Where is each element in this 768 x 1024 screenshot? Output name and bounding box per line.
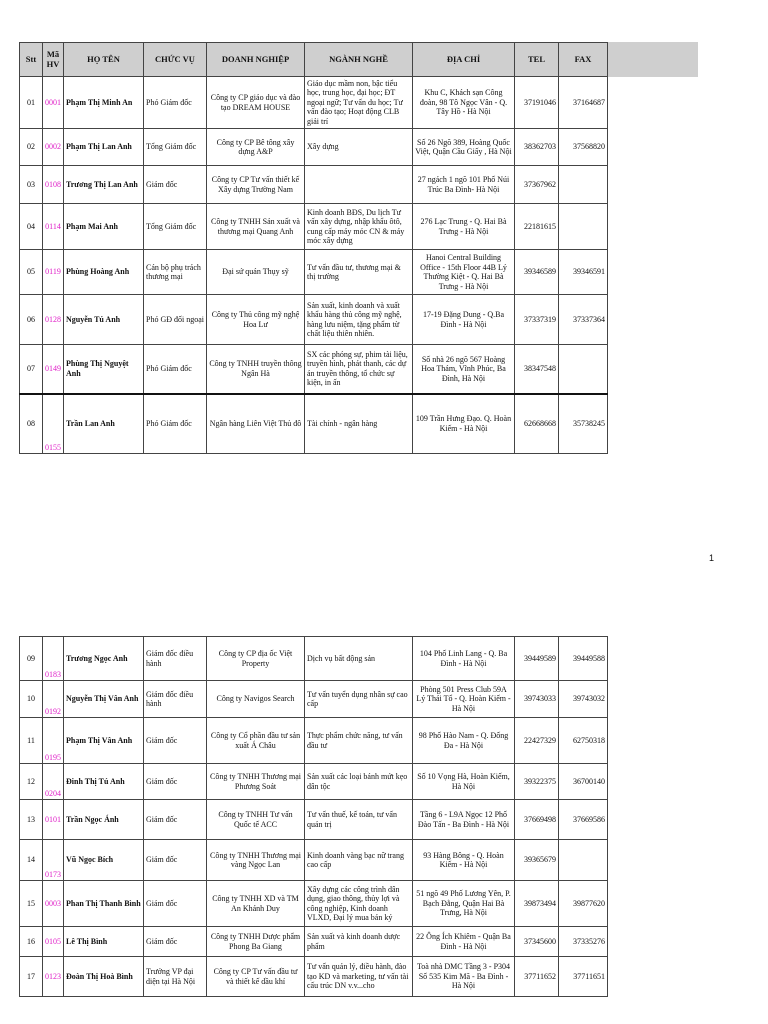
row-ma-hv: 0003: [43, 881, 64, 927]
row-address: Hanoi Central Building Office - 15th Floor 44B Lý Thường Kiệt - Q. Hai Bà Trưng - Hà Nội: [413, 250, 515, 295]
row-title: Giám đốc: [144, 800, 207, 840]
row-industry: Xây dựng: [305, 129, 413, 166]
row-filler: [608, 166, 698, 204]
row-ma-hv: 0195: [43, 718, 64, 764]
row-fax: [559, 345, 608, 394]
row-ma-hv: 0128: [43, 295, 64, 345]
row-tel: 39322375: [515, 764, 559, 800]
table-row: [20, 129, 698, 166]
row-fax: [559, 840, 608, 881]
table-row: [20, 800, 608, 840]
row-industry: [305, 166, 413, 204]
table-row: [20, 881, 608, 927]
row-fax: 62750318: [559, 718, 608, 764]
page-number: 1: [709, 553, 715, 563]
row-fax: 37337364: [559, 295, 608, 345]
header-stt: Stt: [20, 43, 43, 77]
row-industry: Sản xuất, kinh doanh và xuất khẩu hàng thủ công mỹ nghệ, hàng lưu niệm, tặng phẩm từ chất liệu thiên nhiên.: [305, 295, 413, 345]
header-doanh-nghiep: DOANH NGHIỆP: [207, 43, 305, 77]
row-title: Phó Giám đốc: [144, 77, 207, 129]
row-ma-hv: 0173: [43, 840, 64, 881]
row-ma-hv: 0114: [43, 204, 64, 250]
row-company: Công ty Cổ phần đầu tư sản xuất Á Châu: [207, 718, 305, 764]
row-name: Trương Thị Lan Anh: [64, 166, 144, 204]
row-ma-hv: 0108: [43, 166, 64, 204]
row-ma-hv: 0123: [43, 957, 64, 997]
row-industry: Giáo dục mầm non, bậc tiểu học, trung học, đại học; ĐT ngoại ngữ; Tư vấn du học; Tư vấn đào tạo; Hoạt động CLB giải trí: [305, 77, 413, 129]
row-fax: 39449588: [559, 637, 608, 681]
row-company: Công ty TNHH XD và TM An Khánh Duy: [207, 881, 305, 927]
row-ma-hv: 0105: [43, 927, 64, 957]
row-address: 109 Trần Hưng Đạo. Q. Hoàn Kiếm - Hà Nội: [413, 394, 515, 454]
row-address: 104 Phố Linh Lang - Q. Ba Đình - Hà Nội: [413, 637, 515, 681]
row-stt: 02: [20, 129, 43, 166]
row-stt: 06: [20, 295, 43, 345]
header-tel: TEL: [515, 43, 559, 77]
row-address: 51 ngõ 49 Phố Lương Yên, P. Bạch Đằng, Quận Hai Bà Trưng, Hà Nội: [413, 881, 515, 927]
table-row: [20, 394, 698, 454]
row-filler: [608, 394, 698, 454]
row-stt: 15: [20, 881, 43, 927]
row-stt: 03: [20, 166, 43, 204]
row-address: 27 ngách 1 ngõ 101 Phố Núi Trúc Ba Đình- Hà Nội: [413, 166, 515, 204]
row-ma-hv: 0001: [43, 77, 64, 129]
row-address: 17-19 Đặng Dung - Q.Ba Đình - Hà Nội: [413, 295, 515, 345]
row-company: Công ty Navigos Search: [207, 681, 305, 718]
table-row: [20, 166, 698, 204]
table-row: [20, 927, 608, 957]
row-ma-hv: 0149: [43, 345, 64, 394]
row-tel: 39743033: [515, 681, 559, 718]
header-ma-hv: Mã HV: [43, 43, 64, 77]
table-row: [20, 840, 608, 881]
row-name: Phạm Thị Vân Anh: [64, 718, 144, 764]
member-table-page2: [19, 636, 608, 997]
row-stt: 16: [20, 927, 43, 957]
row-title: Phó Giám đốc: [144, 345, 207, 394]
row-title: Giám đốc: [144, 881, 207, 927]
row-company: Công ty CP Tư vấn thiết kế Xây dựng Trường Nam: [207, 166, 305, 204]
row-tel: 37367962: [515, 166, 559, 204]
row-company: Công ty TNHH Sản xuất và thương mại Quang Anh: [207, 204, 305, 250]
row-title: Giám đốc điều hành: [144, 681, 207, 718]
row-ma-hv: 0101: [43, 800, 64, 840]
member-table-page1: [19, 42, 698, 454]
row-address: 98 Phố Hào Nam - Q. Đống Đa - Hà Nội: [413, 718, 515, 764]
table-row: [20, 957, 608, 997]
row-company: Công ty TNHH Tư vấn Quốc tế ACC: [207, 800, 305, 840]
row-industry: Tư vấn quản lý, điều hành, đào tạo KD và marketing, tư vấn tài cấu trúc DN v.v...cho: [305, 957, 413, 997]
row-title: Tổng Giám đốc: [144, 129, 207, 166]
row-tel: 37345600: [515, 927, 559, 957]
row-title: Giám đốc: [144, 764, 207, 800]
row-name: Đinh Thị Tú Anh: [64, 764, 144, 800]
row-tel: 39873494: [515, 881, 559, 927]
row-industry: Sản xuất các loại bánh mứt kẹo dân tộc: [305, 764, 413, 800]
row-tel: 37669498: [515, 800, 559, 840]
row-industry: Kinh doanh vàng bạc nữ trang cao cấp: [305, 840, 413, 881]
row-tel: 22427329: [515, 718, 559, 764]
table-row: [20, 681, 608, 718]
row-ma-hv: 0155: [43, 394, 64, 454]
row-address: 276 Lạc Trung - Q. Hai Bà Trưng - Hà Nội: [413, 204, 515, 250]
row-name: Phạm Thị Minh An: [64, 77, 144, 129]
row-fax: 37335276: [559, 927, 608, 957]
row-address: Số 26 Ngõ 389, Hoàng Quốc Việt, Quận Cầu Giấy , Hà Nội: [413, 129, 515, 166]
row-tel: 62668668: [515, 394, 559, 454]
row-address: Khu C, Khách sạn Công đoàn, 98 Tô Ngọc Vân - Q. Tây Hồ - Hà Nội: [413, 77, 515, 129]
header-ho-ten: HỌ TÊN: [64, 43, 144, 77]
header-fax: FAX: [559, 43, 608, 77]
row-tel: 39365679: [515, 840, 559, 881]
row-stt: 04: [20, 204, 43, 250]
row-fax: [559, 204, 608, 250]
row-fax: 37568820: [559, 129, 608, 166]
header-dia-chi: ĐỊA CHỈ: [413, 43, 515, 77]
row-stt: 01: [20, 77, 43, 129]
table-row: [20, 764, 608, 800]
row-title: Giám đốc: [144, 166, 207, 204]
row-fax: 37164687: [559, 77, 608, 129]
table-row: [20, 77, 698, 129]
row-tel: 38347548: [515, 345, 559, 394]
row-fax: 39743032: [559, 681, 608, 718]
table-row: [20, 250, 698, 295]
row-filler: [608, 250, 698, 295]
row-stt: 09: [20, 637, 43, 681]
row-company: Công ty CP Bê tông xây dựng A&P: [207, 129, 305, 166]
row-stt: 07: [20, 345, 43, 394]
row-filler: [608, 204, 698, 250]
row-address: 22 Ông Ích Khiêm - Quận Ba Đình - Hà Nội: [413, 927, 515, 957]
row-industry: Xây dựng các công trình dân dụng, giao thông, thủy lợi và công nghiệp, Kinh doanh VLXD, Đại lý mua bán ký: [305, 881, 413, 927]
row-ma-hv: 0192: [43, 681, 64, 718]
table-row: [20, 637, 608, 681]
row-name: Trần Ngọc Ánh: [64, 800, 144, 840]
row-industry: Tư vấn đầu tư, thương mại & thị trường: [305, 250, 413, 295]
row-ma-hv: 0002: [43, 129, 64, 166]
row-name: Trương Ngọc Anh: [64, 637, 144, 681]
row-address: Tầng 6 - L9A Ngọc 12 Phố Đào Tấn - Ba Đình - Hà Nội: [413, 800, 515, 840]
row-title: Cán bộ phụ trách thương mại: [144, 250, 207, 295]
row-tel: 22181615: [515, 204, 559, 250]
row-industry: Thực phẩm chức năng, tư vấn đầu tư: [305, 718, 413, 764]
row-name: Vũ Ngọc Bích: [64, 840, 144, 881]
row-stt: 14: [20, 840, 43, 881]
row-ma-hv: 0204: [43, 764, 64, 800]
row-tel: 38362703: [515, 129, 559, 166]
row-name: Phạm Thị Lan Anh: [64, 129, 144, 166]
row-tel: 39346589: [515, 250, 559, 295]
header-filler: [608, 43, 698, 77]
row-filler: [608, 129, 698, 166]
row-company: Công ty TNHH Thương mại Phương Soát: [207, 764, 305, 800]
row-title: Giám đốc: [144, 927, 207, 957]
row-stt: 08: [20, 394, 43, 454]
row-title: Giám đốc: [144, 840, 207, 881]
row-name: Phan Thị Thanh Bình: [64, 881, 144, 927]
row-address: Toà nhà DMC Tầng 3 - P304 Số 535 Kim Mã - Ba Đình - Hà Nội: [413, 957, 515, 997]
table-row: [20, 718, 608, 764]
row-title: Tổng Giám đốc: [144, 204, 207, 250]
row-fax: 39877620: [559, 881, 608, 927]
row-fax: 35738245: [559, 394, 608, 454]
row-tel: 39449589: [515, 637, 559, 681]
row-stt: 10: [20, 681, 43, 718]
row-name: Đoàn Thị Hoà Bình: [64, 957, 144, 997]
row-title: Phó GĐ đối ngoại: [144, 295, 207, 345]
row-industry: Tài chính - ngân hàng: [305, 394, 413, 454]
row-industry: Tư vấn thuế, kế toán, tư vấn quản trị: [305, 800, 413, 840]
row-address: Số 10 Vọng Hà, Hoàn Kiếm, Hà Nội: [413, 764, 515, 800]
row-company: Công ty CP Tư vấn đầu tư và thiết kế dầu khí: [207, 957, 305, 997]
row-filler: [608, 295, 698, 345]
row-filler: [608, 77, 698, 129]
row-fax: 37711651: [559, 957, 608, 997]
row-name: Phùng Thị Nguyệt Anh: [64, 345, 144, 394]
row-stt: 11: [20, 718, 43, 764]
row-stt: 12: [20, 764, 43, 800]
row-industry: SX các phóng sự, phim tài liệu, truyền hình, phát thanh, các dự án truyền thông, tổ chức sự kiện, in ấn: [305, 345, 413, 394]
row-industry: Kinh doanh BĐS, Du lịch Tư vấn xây dựng, nhập khẩu ôtô, cung cấp máy móc CN & máy móc xây dựng: [305, 204, 413, 250]
row-stt: 13: [20, 800, 43, 840]
row-stt: 05: [20, 250, 43, 295]
row-company: Công ty TNHH Dược phẩm Phong Ba Giang: [207, 927, 305, 957]
row-tel: 37711652: [515, 957, 559, 997]
row-company: Công ty CP giáo dục và đào tạo DREAM HOUSE: [207, 77, 305, 129]
row-title: Trưởng VP đại diện tại Hà Nội: [144, 957, 207, 997]
row-address: Phòng 501 Press Club 59A Lý Thái Tổ - Q. Hoàn Kiếm - Hà Nội: [413, 681, 515, 718]
row-fax: 37669586: [559, 800, 608, 840]
table-header-row: [20, 43, 698, 77]
row-fax: 39346591: [559, 250, 608, 295]
row-filler: [608, 345, 698, 394]
row-name: Phạm Mai Anh: [64, 204, 144, 250]
row-tel: 37191046: [515, 77, 559, 129]
row-name: Phùng Hoàng Anh: [64, 250, 144, 295]
row-address: Số nhà 26 ngõ 567 Hoàng Hoa Thám, Vĩnh Phúc, Ba Đình, Hà Nội: [413, 345, 515, 394]
row-name: Lê Thị Bình: [64, 927, 144, 957]
row-ma-hv: 0119: [43, 250, 64, 295]
header-chuc-vu: CHỨC VỤ: [144, 43, 207, 77]
row-name: Trần Lan Anh: [64, 394, 144, 454]
row-name: Nguyễn Tú Anh: [64, 295, 144, 345]
row-company: Ngân hàng Liên Việt Thủ đô: [207, 394, 305, 454]
row-company: Công ty TNHH Thương mại vàng Ngọc Lan: [207, 840, 305, 881]
row-fax: 36700140: [559, 764, 608, 800]
row-title: Giám đốc điều hành: [144, 637, 207, 681]
row-company: Công ty Thủ công mỹ nghệ Hoa Lư: [207, 295, 305, 345]
row-industry: Tư vấn tuyển dụng nhân sự cao cấp: [305, 681, 413, 718]
row-company: Đại sứ quán Thụy sỹ: [207, 250, 305, 295]
row-industry: Dịch vụ bất động sản: [305, 637, 413, 681]
row-fax: [559, 166, 608, 204]
row-ma-hv: 0183: [43, 637, 64, 681]
row-address: 93 Hàng Bông - Q. Hoàn Kiếm - Hà Nội: [413, 840, 515, 881]
row-stt: 17: [20, 957, 43, 997]
table-row: [20, 295, 698, 345]
row-title: Phó Giám đốc: [144, 394, 207, 454]
table-row: [20, 345, 698, 394]
row-name: Nguyễn Thị Vân Anh: [64, 681, 144, 718]
row-title: Giám đốc: [144, 718, 207, 764]
row-tel: 37337319: [515, 295, 559, 345]
table-row: [20, 204, 698, 250]
header-nganh-nghe: NGÀNH NGHỀ: [305, 43, 413, 77]
row-industry: Sản xuất và kinh doanh dược phẩm: [305, 927, 413, 957]
row-company: Công ty TNHH truyền thông Ngân Hà: [207, 345, 305, 394]
row-company: Công ty CP địa ốc Việt Property: [207, 637, 305, 681]
